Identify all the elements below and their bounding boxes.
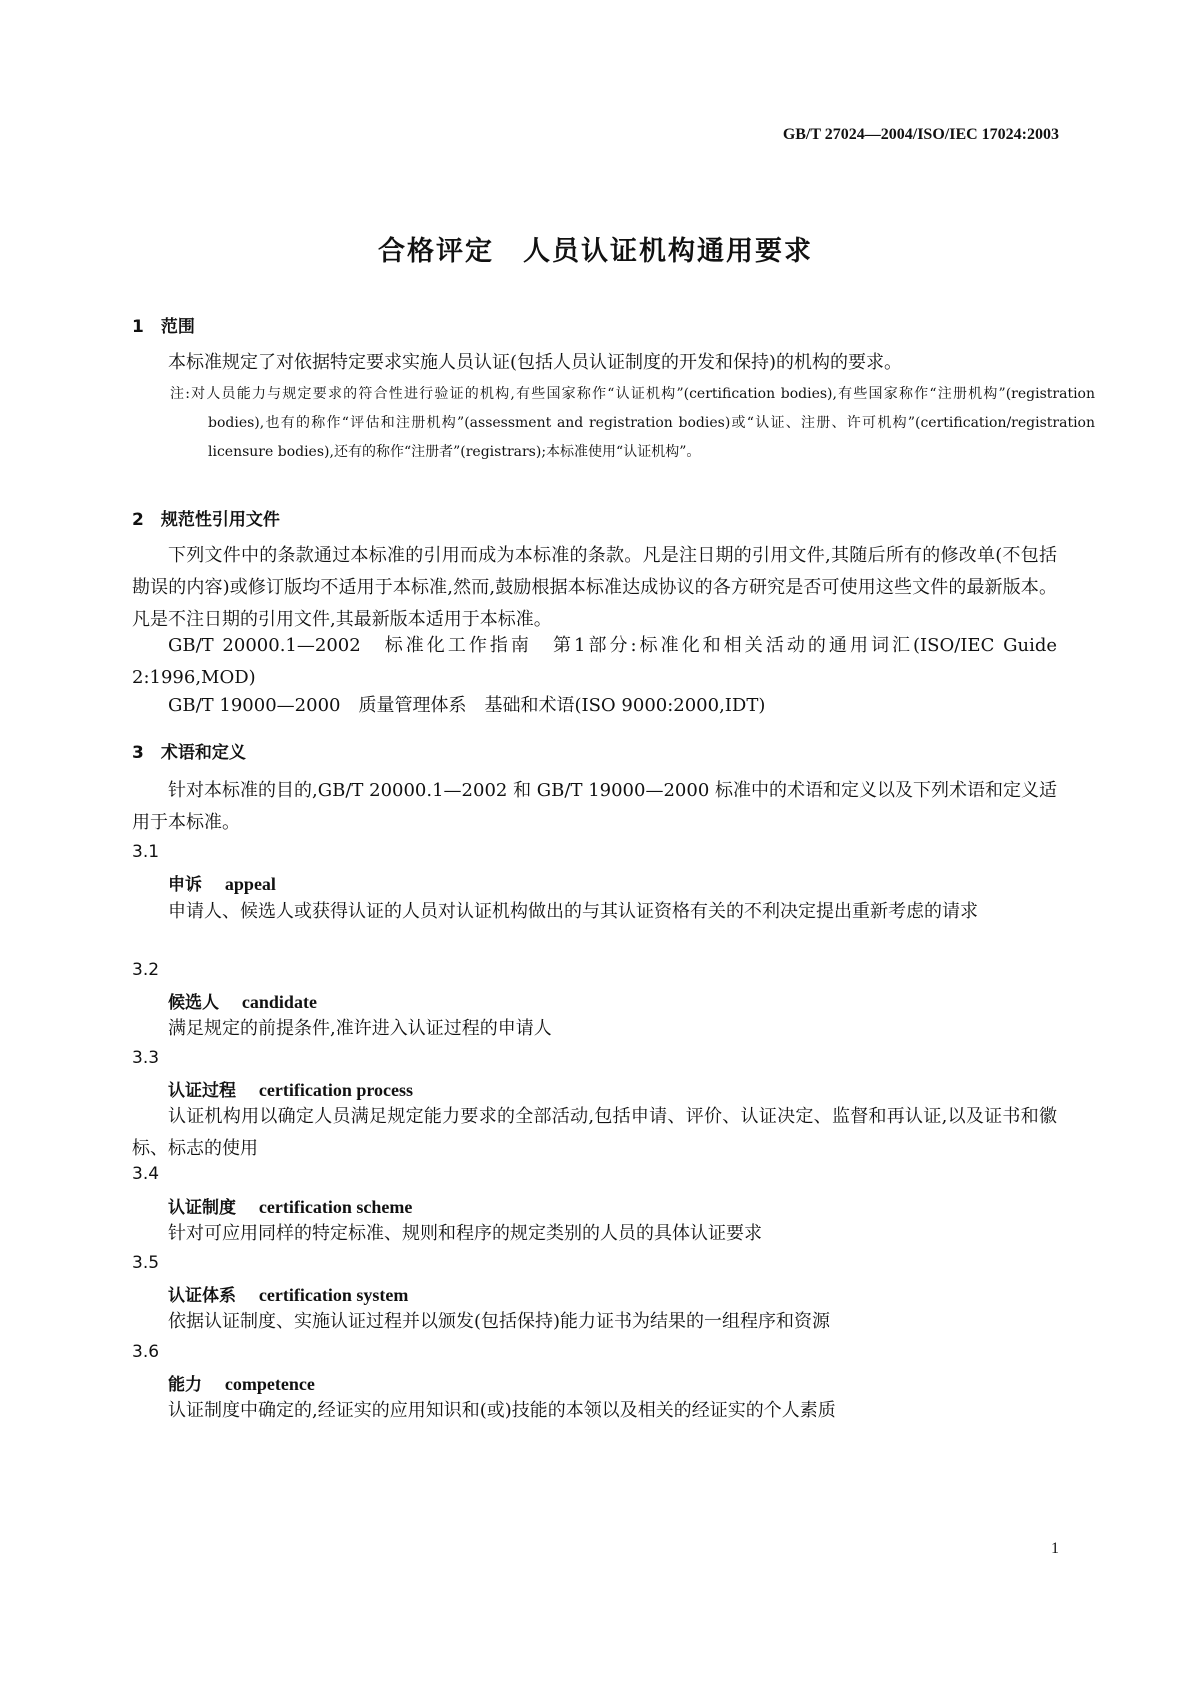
term-number: 3.3	[132, 1048, 160, 1068]
term-en: appeal	[224, 874, 276, 894]
term-en: certification system	[258, 1285, 409, 1305]
term-en: certification process	[258, 1080, 414, 1100]
term-en: candidate	[241, 992, 317, 1012]
term-heading	[132, 1193, 1093, 1218]
term-zh: 认证体系	[168, 1286, 236, 1306]
section-2-paragraph: 下列文件中的条款通过本标准的引用而成为本标准的条款。凡是注日期的引用文件,其随后所有的修改单(不包括勘误的内容)或修订版均不适用于本标准,然而,鼓励根据本标准达成协议的各方研究是否可使用这些文件的最新版本。凡是不注日期的引用文件,其最新版本适用于本标准。	[132, 545, 1057, 630]
normative-reference-2: GB/T 19000—2000 质量管理体系 基础和术语(ISO 9000:2000,IDT)	[168, 695, 766, 716]
term-number: 3.4	[132, 1164, 160, 1184]
term-zh: 认证过程	[168, 1081, 236, 1101]
term-number: 3.6	[132, 1342, 160, 1362]
term-number: 3.1	[132, 842, 160, 862]
term-heading	[132, 870, 1093, 895]
term-number: 3.2	[132, 960, 160, 980]
section-3-heading: 3 术语和定义	[132, 743, 246, 763]
section-1-heading: 1 范围	[132, 317, 195, 337]
term-heading	[132, 1281, 1093, 1306]
term-definition: 满足规定的前提条件,准许进入认证过程的申请人	[168, 1018, 552, 1039]
term-en: competence	[224, 1374, 315, 1394]
term-number: 3.5	[132, 1253, 160, 1273]
term-definition: 申请人、候选人或获得认证的人员对认证机构做出的与其认证资格有关的不利决定提出重新考虑的请求	[168, 901, 978, 922]
term-heading	[132, 1076, 1093, 1101]
term-heading	[132, 988, 1093, 1013]
page-number: 1	[1051, 1540, 1059, 1557]
document-title: 合格评定 人员认证机构通用要求	[378, 236, 813, 267]
term-zh: 能力	[168, 1375, 202, 1395]
term-zh: 认证制度	[168, 1198, 236, 1218]
term-definition: 依据认证制度、实施认证过程并以颁发(包括保持)能力证书为结果的一组程序和资源	[168, 1311, 831, 1332]
standard-number-header: GB/T 27024—2004/ISO/IEC 17024:2003	[782, 126, 1059, 143]
term-zh: 申诉	[168, 875, 202, 895]
term-definition: 针对可应用同样的特定标准、规则和程序的规定类别的人员的具体认证要求	[168, 1223, 762, 1244]
term-definition: 认证机构用以确定人员满足规定能力要求的全部活动,包括申请、评价、认证决定、监督和再认证,以及证书和徽标、标志的使用	[132, 1106, 1057, 1159]
term-zh: 候选人	[168, 993, 219, 1013]
term-heading	[132, 1370, 1093, 1395]
section-1-note: 注:对人员能力与规定要求的符合性进行验证的机构,有些国家称作“认证机构”(certification bodies),有些国家称作“注册机构”(registration bodies),也有的称作“评估和注册机构”(assessment and registration bodies)或“认证、注册、许可机构”(certification/registration licensure bodies),还有的称作“注册者”(registrars);本标准使用“认证机构”。	[170, 386, 1095, 460]
term-definition: 认证制度中确定的,经证实的应用知识和(或)技能的本领以及相关的经证实的个人素质	[168, 1400, 836, 1421]
section-1-paragraph: 本标准规定了对依据特定要求实施人员认证(包括人员认证制度的开发和保持)的机构的要求。	[168, 352, 903, 373]
section-3-paragraph: 针对本标准的目的,GB/T 20000.1—2002 和 GB/T 19000—2000 标准中的术语和定义以及下列术语和定义适用于本标准。	[132, 780, 1057, 833]
section-2-heading: 2 规范性引用文件	[132, 510, 280, 530]
normative-reference-1: GB/T 20000.1—2002 标准化工作指南 第1部分:标准化和相关活动的通用词汇(ISO/IEC Guide 2:1996,MOD)	[132, 635, 1057, 688]
term-en: certification scheme	[258, 1197, 413, 1217]
